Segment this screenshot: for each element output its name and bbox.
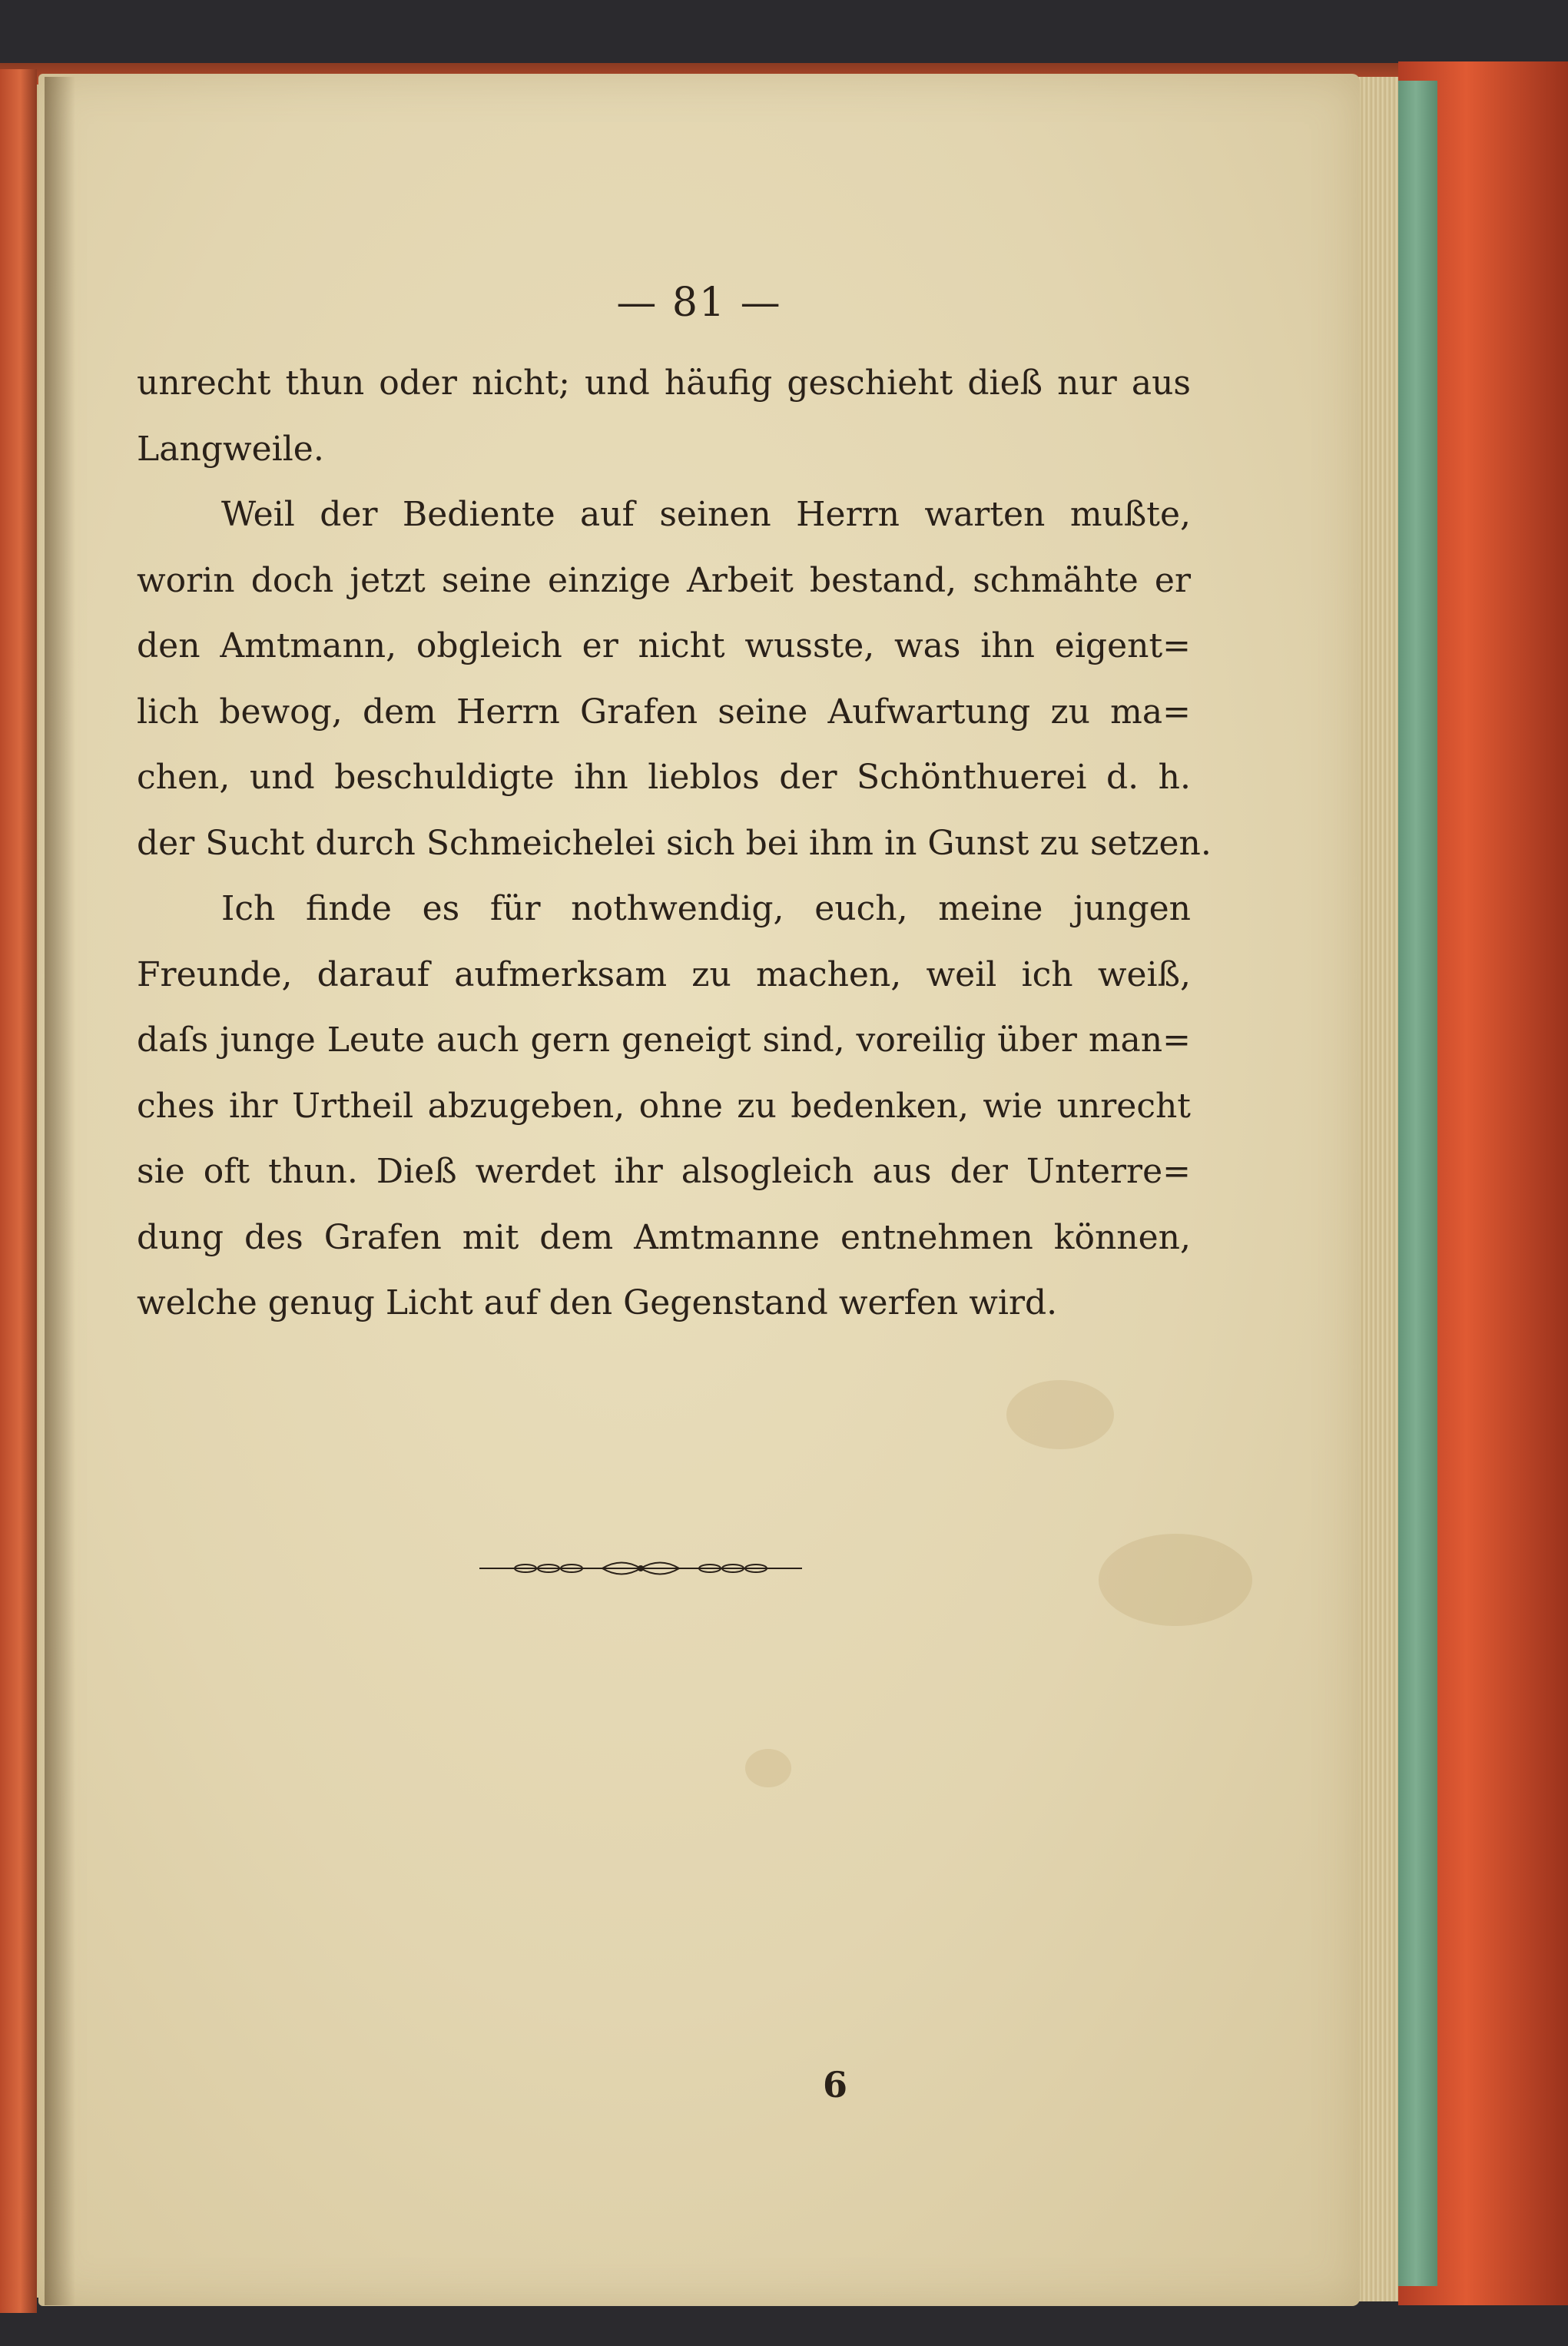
paper-stain (1006, 1380, 1114, 1449)
ornament-divider-icon (479, 1557, 802, 1580)
body-text (137, 350, 1212, 1336)
text-line: Ich finde es für nothwendig, euch, meine jungen (221, 889, 1191, 928)
book-cover-left-edge (0, 69, 37, 2313)
paper-stain (1099, 1534, 1252, 1626)
page-number-header: — 81 — (616, 280, 782, 326)
green-endpaper-band (1394, 81, 1437, 2286)
text-line: unrecht thun oder nicht; und häufig geschieht dieß nur aus (137, 363, 1191, 403)
text-line: chen, und beschuldigte ihn lieblos der Schönthuerei d. h. (137, 758, 1191, 797)
text-line: Freunde, darauf aufmerksam zu machen, weil ich weiß, (137, 954, 1191, 994)
text-line: ches ihr Urtheil abzugeben, ohne zu bedenken, wie unrecht (137, 1086, 1191, 1126)
text-line: welche genug Licht auf den Gegenstand werfen wird. (137, 1283, 1058, 1322)
text-line: lich bewog, dem Herrn Grafen seine Aufwartung zu ma= (137, 692, 1191, 732)
text-line: sie oft thun. Dieß werdet ihr alsogleich aus der Unterre= (137, 1152, 1191, 1191)
text-line: Weil der Bediente auf seinen Herrn warten mußte, (221, 495, 1191, 534)
text-line: den Amtmann, obgleich er nicht wusste, was ihn eigent= (137, 626, 1191, 665)
text-line: Langweile. (137, 429, 324, 469)
book-page (38, 74, 1360, 2306)
spine-shadow (45, 77, 75, 2305)
text-line: worin doch jetzt seine einzige Arbeit bestand, schmähte er (137, 560, 1191, 600)
signature-mark: 6 (822, 2064, 847, 2105)
paper-stain (745, 1749, 791, 1787)
text-line: daſs junge Leute auch gern geneigt sind, voreilig über man= (137, 1020, 1191, 1060)
text-line: der Sucht durch Schmeichelei sich bei ihm in Gunst zu setzen. (137, 823, 1212, 863)
text-line: dung des Grafen mit dem Amtmanne entnehmen können, (137, 1217, 1191, 1257)
